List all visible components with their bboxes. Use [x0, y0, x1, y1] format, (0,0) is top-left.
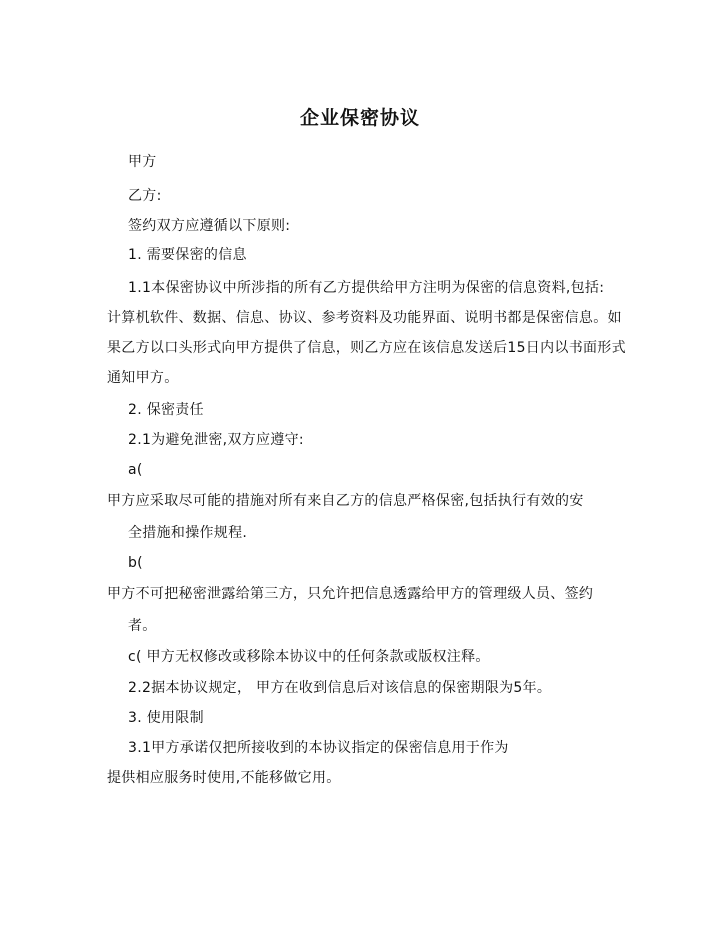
clause-3-1-line-2: 提供相应服务时使用,不能移做它用。 [107, 770, 341, 786]
clause-1-1-line-3: 果乙方以口头形式向甲方提供了信息，则乙方应在该信息发送后15日内以书面形式 [107, 340, 626, 356]
item-b-line-2: 者。 [128, 618, 157, 634]
clause-2-2: 2.2据本协议规定， 甲方在收到信息后对该信息的保密期限为5年。 [128, 680, 552, 696]
clause-3-1-line-1: 3.1甲方承诺仅把所接收到的本协议指定的保密信息用于作为 [128, 740, 509, 756]
principles-intro: 签约双方应遵循以下原则: [128, 218, 291, 234]
document-title: 企业保密协议 [299, 107, 420, 129]
clause-1-1-line-1: 1.1本保密协议中所涉指的所有乙方提供给甲方注明为保密的信息资料,包括: [128, 280, 605, 296]
clause-1-1-line-4: 通知甲方。 [107, 370, 179, 386]
item-b-line-1: 甲方不可把秘密泄露给第三方，只允许把信息透露给甲方的管理级人员、签约 [107, 586, 594, 602]
clause-1-1-line-2: 计算机软件、数据、信息、协议、参考资料及功能界面、说明书都是保密信息。如 [107, 310, 622, 326]
item-a-line-2: 全措施和操作规程. [128, 525, 248, 541]
clause-2-1: 2.1为避免泄密,双方应遵守: [128, 432, 304, 448]
item-c: c( 甲方无权修改或移除本协议中的任何条款或版权注释。 [128, 649, 490, 665]
party-a-line: 甲方 [128, 154, 157, 170]
item-a-line-1: 甲方应采取尽可能的措施对所有来自乙方的信息严格保密,包括执行有效的安 [107, 493, 584, 509]
item-b-marker: b( [128, 555, 143, 571]
party-b-line: 乙方: [128, 188, 162, 204]
section-1-heading: 1. 需要保密的信息 [128, 247, 247, 263]
section-3-heading: 3. 使用限制 [128, 710, 204, 726]
section-2-heading: 2. 保密责任 [128, 402, 204, 418]
item-a-marker: a( [128, 462, 143, 478]
